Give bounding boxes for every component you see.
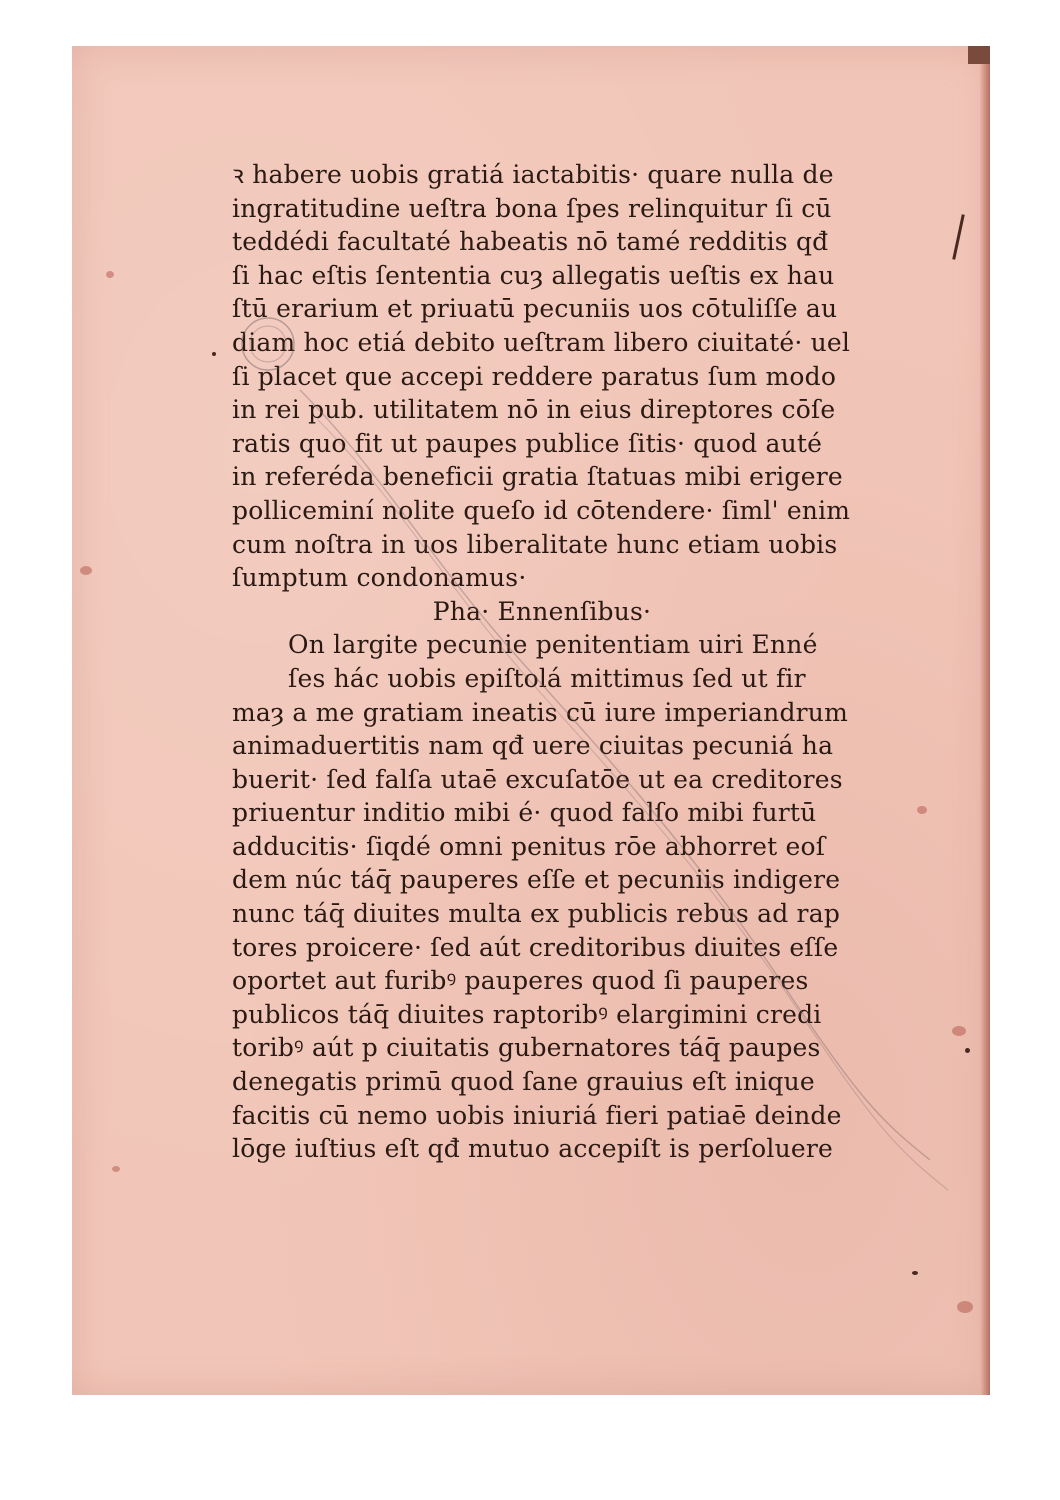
text-line-1: ꝛ habere uobis gratiá iactabitis· quare nulla de xyxy=(232,160,834,189)
text-line-4: ſi hac eſtis ſententia cuȝ allegatis ueſtis ex hau xyxy=(232,260,835,290)
ink-stain xyxy=(957,1301,973,1313)
text-line-16: ſes hác uobis epiſtolá mittimus ſed ut fir xyxy=(288,663,806,693)
ink-stain xyxy=(917,806,927,814)
text-line-23: nunc táq̄ diuites multa ex publicis rebus ad rap xyxy=(232,899,841,929)
text-line-28: denegatis primū quod ſane grauius eſt inique xyxy=(232,1067,815,1097)
text-line-24: tores proicere· ſed aút creditoribus diuites eſſe xyxy=(232,932,839,962)
manuscript-page xyxy=(72,46,990,1395)
ink-dot xyxy=(965,1048,970,1053)
ink-stain xyxy=(112,1166,120,1172)
pen-mark xyxy=(952,214,964,260)
text-line-5: ſtū erarium et priuatū pecuniis uos cōtuliſſe au xyxy=(232,294,838,324)
text-line-26: publicos táq̄ diuites raptoribꝰ elargimini credi xyxy=(232,999,822,1029)
text-line-10: in referéda beneficii gratia ſtatuas mibi erigere xyxy=(232,462,843,492)
text-line-19: buerit· ſed falſa utaē excuſatōe ut ea creditores xyxy=(232,764,843,794)
text-line-2: ingratitudine ueſtra bona ſpes relinquitur ſi cū xyxy=(232,193,832,223)
ink-dot xyxy=(912,1271,918,1275)
text-line-30: lōge iuſtius eſt qđ mutuo accepiſt is perſoluere xyxy=(232,1134,834,1164)
text-line-13: ſumptum condonamus· xyxy=(232,563,527,593)
ink-stain xyxy=(80,566,92,575)
text-line-21: adducitis· ſiqdé omni penitus rōe abhorret eoſ xyxy=(232,831,826,861)
page-right-edge xyxy=(980,46,990,1395)
text-line-17: maȝ a me gratiam ineatis cū iure imperiandrum xyxy=(232,697,849,727)
ink-stain xyxy=(952,1026,966,1036)
text-line-20: priuentur inditio mibi é· quod falſo mibi furtū xyxy=(232,798,817,828)
text-line-18: animaduertitis nam qđ uere ciuitas pecuniá ha xyxy=(232,731,834,761)
text-line-29: facitis cū nemo uobis iniuriá fieri patiaē deinde xyxy=(232,1100,842,1130)
text-line-11: polliceminí nolite queſo id cōtendere· ſiml' enim xyxy=(232,495,851,525)
text-line-3: teddédi facultaté habeatis nō tamé redditis qđ xyxy=(232,227,829,257)
page-corner-mark xyxy=(968,46,990,64)
text-block xyxy=(232,158,852,1166)
ink-dot xyxy=(212,352,216,356)
text-line-25: oportet aut furibꝰ pauperes quod ſi pauperes xyxy=(232,966,809,996)
text-line-27: toribꝰ aút p ciuitatis gubernatores táq̄ paupes xyxy=(232,1033,821,1063)
text-line-22: dem núc táq̄ pauperes eſſe et pecuniis indigere xyxy=(232,865,841,895)
text-line-12: cum noſtra in uos liberalitate hunc etiam uobis xyxy=(232,529,838,559)
text-line-8: in rei pub. utilitatem nō in eius direptores cōſe xyxy=(232,395,836,425)
text-line-15: On largite pecunie penitentiam uiri Enné xyxy=(288,630,818,660)
section-heading: Pha· Ennenſibus· xyxy=(432,596,652,626)
text-line-7: ſi placet que accepi reddere paratus ſum modo xyxy=(232,361,837,391)
ink-stain xyxy=(106,271,114,278)
text-line-6: diam hoc etiá debito ueſtram libero ciuitaté· uel xyxy=(232,327,851,357)
text-line-9: ratis quo fit ut paupes publice ſitis· quod auté xyxy=(232,428,823,458)
